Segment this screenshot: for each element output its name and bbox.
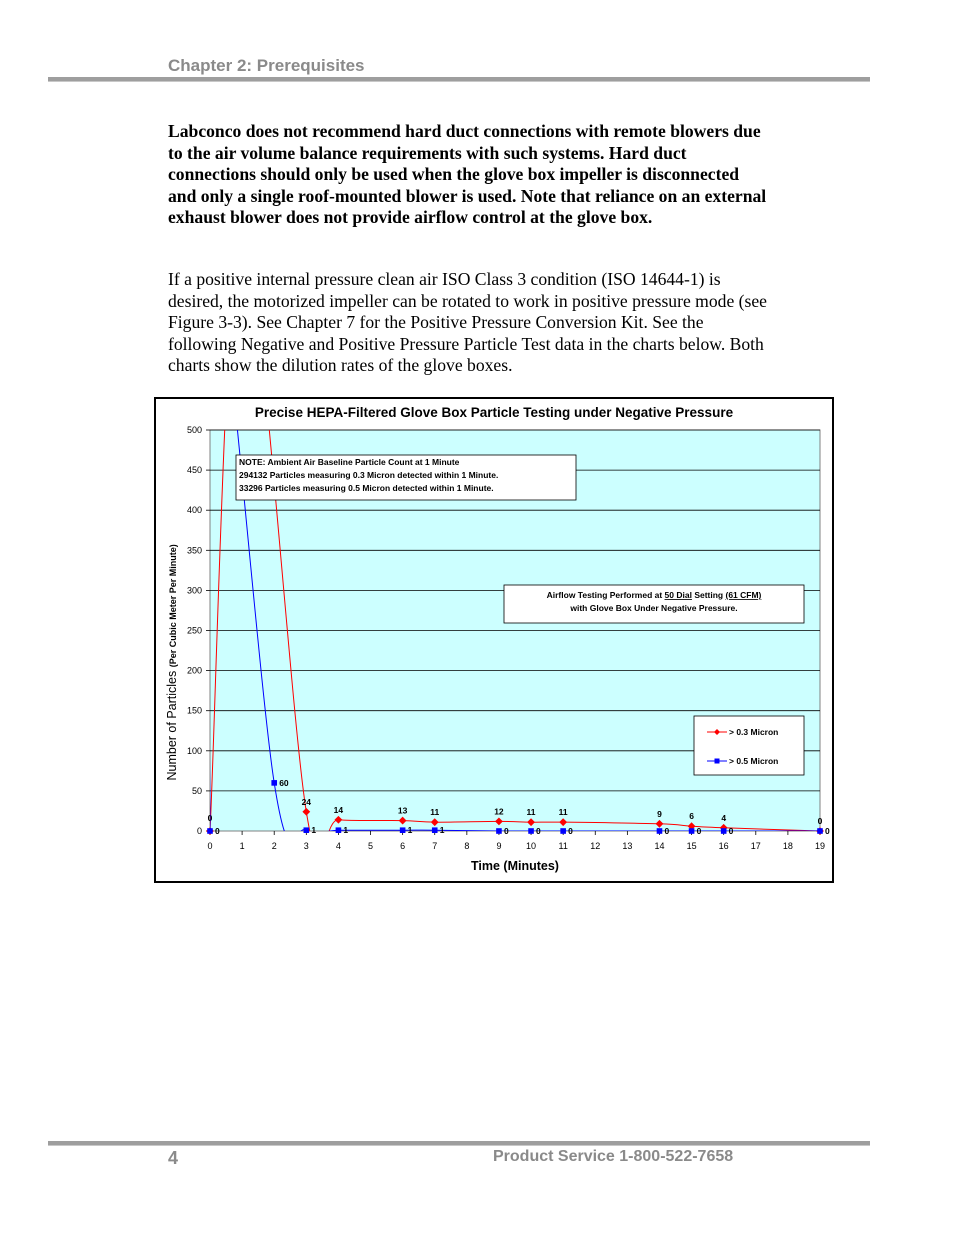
data-label: 0 [207, 813, 213, 823]
data-label: 0 [568, 826, 573, 836]
note-line: 33296 Particles measuring 0.5 Micron detected within 1 Minute. [239, 483, 494, 493]
y-tick-label: 0 [196, 826, 202, 836]
y-tick-label: 100 [186, 745, 202, 756]
x-tick-label: 19 [814, 841, 826, 851]
x-axis-title: Time (Minutes) [471, 859, 559, 873]
airflow-segment: 50 Dial [664, 590, 692, 600]
x-tick-label: 14 [654, 841, 665, 851]
data-label: 0 [817, 816, 823, 826]
x-tick-label: 7 [432, 841, 438, 851]
note-box [236, 455, 576, 500]
data-point [689, 828, 695, 834]
y-tick-label: 250 [186, 625, 202, 636]
x-tick-label: 8 [464, 841, 470, 851]
data-point [528, 828, 534, 834]
data-label: 0 [503, 826, 509, 836]
legend-marker [715, 759, 720, 764]
data-label: 11 [526, 807, 536, 818]
y-tick-label: 350 [186, 545, 202, 556]
airflow-segment: (61 CFM) [725, 590, 762, 600]
x-tick-label: 0 [207, 841, 213, 851]
data-label: 60 [279, 777, 289, 788]
data-label: 0 [215, 826, 220, 836]
legend-label: > 0.5 Micron [729, 756, 779, 766]
y-axis-subtitle: (Per Cubic Meter Per Minute) [168, 544, 178, 668]
legend-frame [694, 716, 804, 775]
airflow-box [504, 585, 804, 623]
data-label: 0 [696, 826, 702, 836]
data-label: 0 [664, 826, 670, 836]
x-tick-label: 13 [622, 841, 633, 851]
x-tick-label: 1 [239, 841, 245, 851]
note-line: NOTE: Ambient Air Baseline Particle Count at 1 Minute [239, 457, 460, 467]
y-tick-label: 200 [186, 665, 202, 676]
data-point [817, 828, 823, 834]
footer-rule [48, 1141, 870, 1146]
airflow-segment: Airflow Testing Performed at [546, 590, 665, 600]
x-tick-label: 4 [335, 841, 341, 851]
data-label: 0 [825, 826, 830, 836]
x-tick-label: 5 [368, 841, 374, 851]
data-label: 24 [301, 796, 312, 807]
chart-figure [154, 397, 834, 883]
data-label: 12 [494, 806, 504, 817]
data-point [207, 828, 213, 834]
page-number: 4 [168, 1148, 179, 1168]
data-label: 0 [536, 826, 541, 836]
y-axis-title: Number of Particles (Per Cubic Meter Per Minute) [165, 544, 179, 781]
data-point [400, 827, 406, 833]
note-line: 294132 Particles measuring 0.3 Micron detected within 1 Minute. [239, 470, 499, 480]
x-tick-label: 12 [590, 841, 601, 851]
x-tick-label: 16 [718, 841, 729, 851]
data-point [721, 828, 727, 834]
data-label: 1 [311, 825, 317, 836]
data-label: 1 [407, 825, 413, 836]
x-tick-label: 3 [303, 841, 309, 851]
x-tick-label: 17 [750, 841, 761, 851]
y-tick-label: 450 [186, 465, 202, 476]
data-label: 13 [397, 805, 408, 816]
data-label: 4 [721, 812, 727, 823]
chapter-header: Chapter 2: Prerequisites [168, 56, 365, 75]
data-label: 0 [728, 826, 734, 836]
data-label: 11 [430, 807, 440, 818]
bold-paragraph: Labconco does not recommend hard duct connections with remote blowers due to the air volume balance requirements with such systems. Hard duct connections should only be used when the glove box impeller is disconnected and only a single roof-mounted blower is used. Note that reliance on an external exhaust blower does not provide airflow control at the glove box. [168, 121, 767, 228]
data-point [432, 827, 438, 833]
data-point [304, 827, 310, 833]
x-tick-label: 18 [782, 841, 793, 851]
y-tick-label: 300 [186, 585, 202, 596]
legend-label: > 0.3 Micron [729, 727, 779, 737]
data-point [560, 828, 566, 834]
airflow-line-1 [547, 590, 762, 600]
x-tick-label: 11 [558, 841, 568, 851]
y-tick-label: 400 [186, 505, 202, 516]
body-paragraph: If a positive internal pressure clean air ISO Class 3 condition (ISO 14644-1) is desired, the motorized impeller can be rotated to work in positive pressure mode (see Figure 3-3). See Chapter 7 for the Positive Pressure Conversion Kit. See the following Negative and Positive Pressure Particle Test data in the charts below. Both charts show the dilution rates of the glove boxes. [168, 269, 767, 376]
y-tick-label: 500 [186, 425, 202, 435]
y-tick-label: 150 [186, 705, 202, 716]
data-point [271, 780, 277, 786]
airflow-line-2: with Glove Box Under Negative Pressure. [570, 603, 738, 613]
x-tick-label: 6 [400, 841, 406, 851]
data-label: 14 [333, 804, 344, 815]
legend [694, 716, 804, 775]
y-tick-label: 50 [191, 785, 202, 796]
data-label: 9 [657, 808, 662, 819]
data-label: 1 [343, 825, 349, 836]
data-point [336, 827, 342, 833]
product-service: Product Service 1-800-522-7658 [493, 1148, 734, 1165]
data-label: 1 [439, 825, 445, 836]
x-tick-label: 15 [686, 841, 697, 851]
data-label: 11 [558, 807, 568, 818]
chart-title: Precise HEPA-Filtered Glove Box Particle Testing under Negative Pressure [254, 405, 734, 420]
x-tick-label: 9 [496, 841, 502, 851]
data-point [657, 828, 663, 834]
x-tick-label: 10 [526, 841, 537, 851]
data-point [496, 828, 502, 834]
x-tick-label: 2 [271, 841, 277, 851]
data-label: 6 [689, 811, 694, 822]
airflow-segment: Setting [691, 590, 726, 600]
particle-chart [154, 397, 834, 883]
header-rule [48, 77, 870, 82]
